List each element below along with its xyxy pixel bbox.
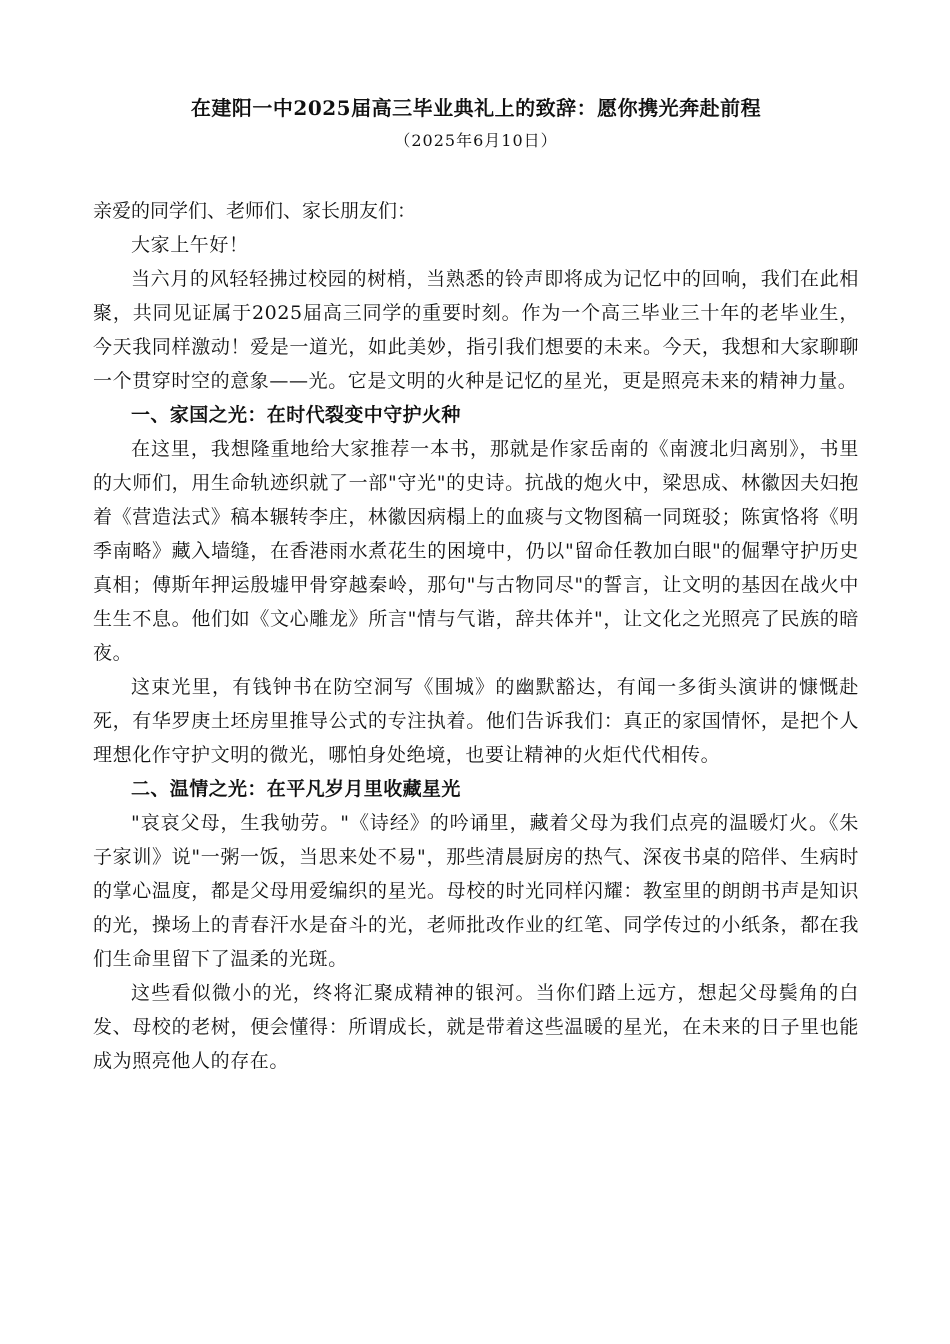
paragraph-growth: 这些看似微小的光，终将汇聚成精神的银河。当你们踏上远方，想起父母鬓角的白发、母校的老树，便会懂得：所谓成长，就是带着这些温暖的星光，在未来的日子里也能成为照亮他人的存在。 [93,982,859,1072]
salutation: 亲爱的同学们、老师们、家长朋友们： [93,200,417,222]
speech-date: （2025年6月10日） [394,131,558,150]
paragraph-parents: "哀哀父母，生我劬劳。"《诗经》的吟诵里，藏着父母为我们点亮的温暖灯火。《朱子家训》说"一粥一饭，当思来处不易"，那些清晨厨房的热气、深夜书桌的陪伴、生病时的掌心温度，都是父母用爱编织的星光。母校的时光同样闪耀：教室里的朗朗书声是知识的光，操场上的青春汗水是奋斗的光，老师批改作业的红笔、同学传过的小纸条，都在我们生命里留下了温柔的光斑。 [93,812,859,970]
document-page [93,92,859,1078]
section-heading-2: 二、温情之光：在平凡岁月里收藏星光 [131,778,461,800]
document-title: 在建阳一中2025届高三毕业典礼上的致辞：愿你携光奔赴前程 [190,96,762,120]
paragraph-intro: 当六月的风轻轻拂过校园的树梢，当熟悉的铃声即将成为记忆中的回响，我们在此相聚，共同见证属于2025届高三同学的重要时刻。作为一个高三毕业三十年的老毕业生，今天我同样激动！爱是一道光，如此美妙，指引我们想要的未来。今天，我想和大家聊聊一个贯穿时空的意象——光。它是文明的火种是记忆的星光，更是照亮未来的精神力量。 [93,268,859,392]
section-heading-1: 一、家国之光：在时代裂变中守护火种 [131,404,461,426]
paragraph-book: 在这里，我想隆重地给大家推荐一本书，那就是作家岳南的《南渡北归离别》，书里的大师们，用生命轨迹织就了一部"守光"的史诗。抗战的炮火中，梁思成、林徽因夫妇抱着《营造法式》稿本辗转李庄，林徽因病榻上的血痰与文物图稿一同斑驳；陈寅恪将《明季南略》藏入墙缝，在香港雨水煮花生的困境中，仍以"留命任教加白眼"的倔犟守护历史真相；傅斯年押运殷墟甲骨穿越秦岭，那句"与古物同尽"的誓言，让文明的基因在战火中生生不息。他们如《文心雕龙》所言"情与气谐，辞共体并"，让文化之光照亮了民族的暗夜。 [93,438,859,664]
paragraph-greeting: 大家上午好！ [131,234,249,256]
paragraph-light: 这束光里，有钱钟书在防空洞写《围城》的幽默豁达，有闻一多街头演讲的慷慨赴死，有华罗庚土坯房里推导公式的专注执着。他们告诉我们：真正的家国情怀，是把个人理想化作守护文明的微光，哪怕身处绝境，也要让精神的火炬代代相传。 [93,676,859,766]
